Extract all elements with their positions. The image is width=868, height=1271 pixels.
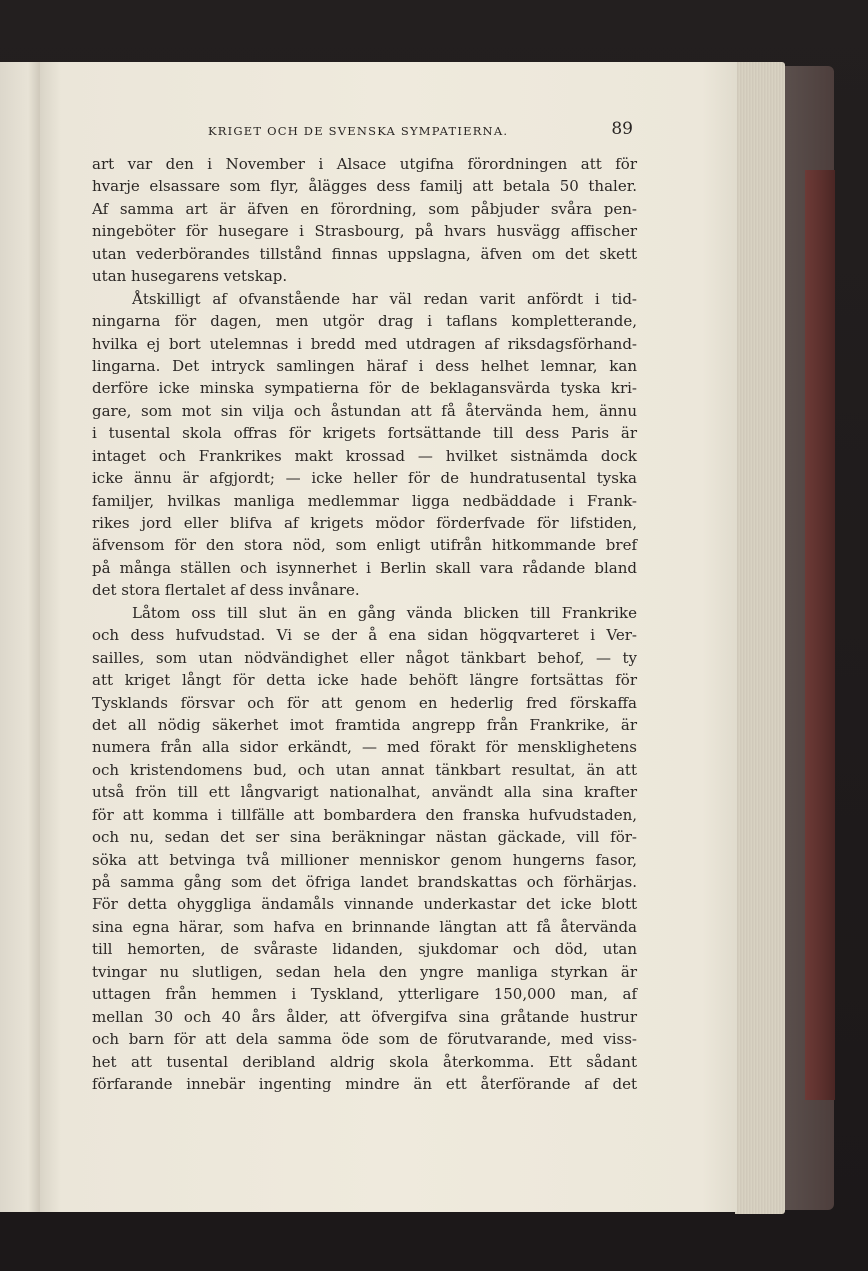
text-line: ningarna för dagen, men utgör drag i taflans kompletterande, [92,312,637,331]
page-number: 89 [611,119,633,139]
text-line: sina egna härar, som hafva en brinnande längtan att få återvända [92,917,637,936]
page-header [208,119,633,142]
text-line: Åtskilligt af ofvanstående har väl redan varit anfördt i tid- [132,289,637,308]
text-line: på samma gång som det öfriga landet brandskattas och förhärjas. [92,873,637,891]
text-line: intaget och Frankrikes makt krossad — hvilket sistnämda dock [92,446,637,465]
text-line: utan vederbörandes tillstånd finnas uppslagna, äfven om det skett [92,244,637,263]
text-line: och barn för att dela samma öde som de förutvarande, med viss- [92,1030,637,1049]
text-line: i tusental skola offras för krigets fortsättande till dess Paris är [92,424,637,443]
text-line: sailles, som utan nödvändighet eller något tänkbart behof, — ty [92,648,637,667]
text-line: på många ställen och isynnerhet i Berlin skall vara rådande bland [92,558,637,577]
text-line: mellan 30 och 40 års ålder, att öfvergifva sina gråtande hustrur [92,1007,637,1026]
page-edges [735,62,785,1214]
text-line: Låtom oss till slut än en gång vända blicken till Frankrike [132,603,637,622]
text-line: hvarje elsassare som flyr, ålägges dess familj att betala 50 thaler. [92,177,637,196]
text-line: derföre icke minska sympatierna för de beklagansvärda tyska kri- [92,379,637,398]
text-line: het att tusental deribland aldrig skola återkomma. Ett sådant [92,1052,637,1071]
text-line: ningeböter för husegare i Strasbourg, på hvars husvägg affischer [92,222,637,241]
text-line: lingarna. Det intryck samlingen häraf i dess helhet lemnar, kan [92,356,637,375]
book-cover-leather [805,170,835,1100]
facing-page-edge [0,62,40,1212]
text-line: icke ännu är afgjordt; — icke heller för de hundratusental tyska [92,469,637,488]
text-line: rikes jord eller blifva af krigets mödor förderfvade för lifstiden, [92,514,637,532]
text-line: för att komma i tillfälle att bombardera den franska hufvudstaden, [92,805,637,824]
text-line: att kriget långt för detta icke hade behöft längre fortsättas för [92,671,637,690]
text-line: uttagen från hemmen i Tyskland, ytterligare 150,000 man, af [92,985,637,1004]
text-line: Af samma art är äfven en förordning, som påbjuder svåra pen- [92,199,637,218]
text-line: till hemorten, de svåraste lidanden, sjukdomar och död, utan [92,940,637,959]
text-line: och kristendomens bud, och utan annat tänkbart resultat, än att [92,760,637,779]
text-line: familjer, hvilkas manliga medlemmar ligga nedbäddade i Frank- [92,491,637,510]
body-text [92,153,637,1095]
text-line: det all nödig säkerhet imot framtida angrepp från Frankrike, är [92,715,637,734]
text-line: det stora flertalet af dess invånare. [92,581,360,600]
text-line: numera från alla sidor erkändt, — med förakt för mensklighetens [92,738,637,757]
text-line: gare, som mot sin vilja och åstundan att få återvända hem, ännu [92,401,637,420]
text-line: För detta ohyggliga ändamåls vinnande underkastar det icke blott [92,895,637,914]
text-line: och dess hufvudstad. Vi se der å ena sidan högqvarteret i Ver- [92,626,637,645]
running-head: KRIGET OCH DE SVENSKA SYMPATIERNA. [208,124,509,138]
text-line: utså frön till ett långvarigt nationalhat, användt alla sina krafter [92,783,637,802]
text-line: art var den i November i Alsace utgifna förordningen att för [92,155,637,173]
text-line: och nu, sedan det ser sina beräkningar nästan gäckade, vill för- [92,828,637,847]
text-line: hvilka ej bort utelemnas i bredd med utdragen af riksdagsförhand- [92,334,637,353]
text-line: utan husegarens vetskap. [92,267,288,286]
text-line: förfarande innebär ingenting mindre än ett återförande af det [92,1074,637,1093]
text-line: söka att betvinga två millioner menniskor genom hungerns fasor, [92,850,637,869]
text-line: Tysklands försvar och för att genom en hederlig fred förskaffa [92,693,637,712]
text-line: äfvensom för den stora nöd, som enligt utifrån hitkommande bref [92,536,637,555]
text-line: tvingar nu slutligen, sedan hela den yngre manliga styrkan är [92,962,637,981]
